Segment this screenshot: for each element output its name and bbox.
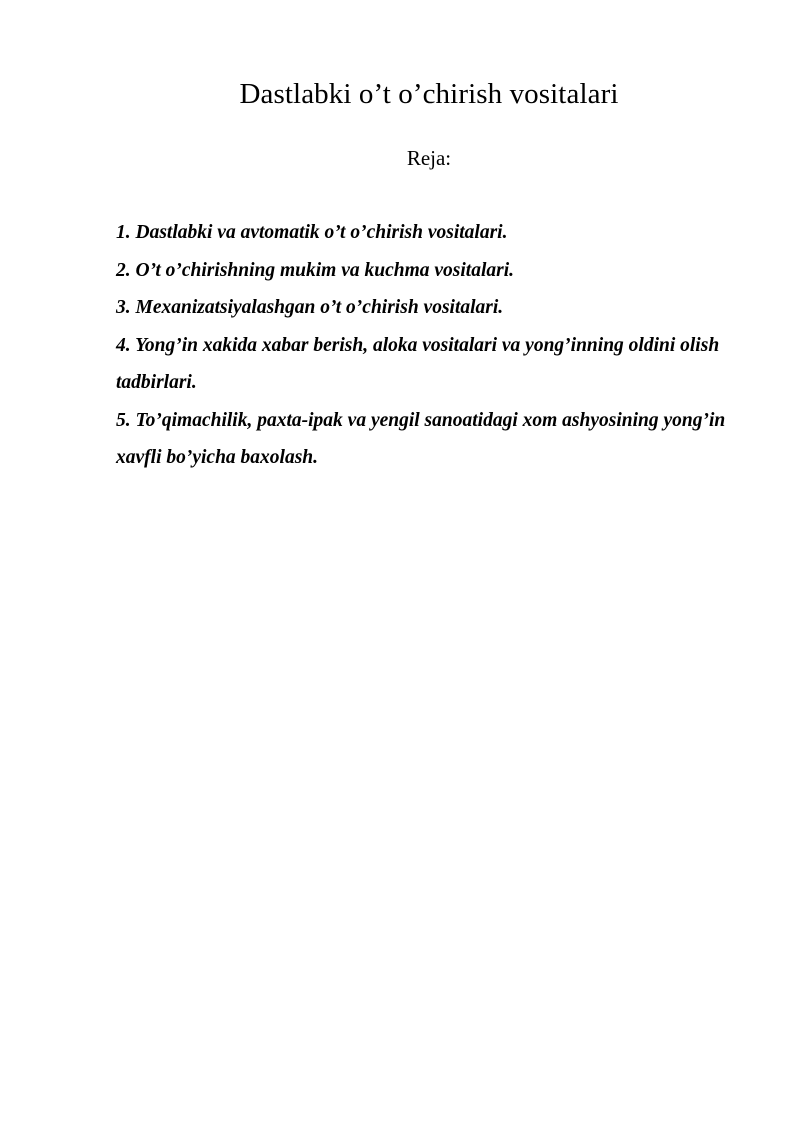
plan-item: 4. Yong’in xakida xabar berish, aloka vositalari va yong’inning oldini olish tadbirlari. xyxy=(116,334,720,393)
plan-heading: Reja: xyxy=(406,146,452,170)
plan-item: 3. Mexanizatsiyalashgan o’t o’chirish vositalari. xyxy=(116,297,504,318)
document-title: Dastlabki o’t o’chirish vositalari xyxy=(239,78,619,110)
plan-item: 5. To’qimachilik, paxta-ipak va yengil sanoatidagi xom ashyosining yong’in xavfli bo’yicha baxolash. xyxy=(116,409,726,468)
plan-list xyxy=(116,214,756,477)
plan-item: 2. O’t o’chirishning mukim va kuchma vositalari. xyxy=(116,259,514,281)
plan-item: 1. Dastlabki va avtomatik o’t o’chirish vositalari. xyxy=(116,222,508,243)
